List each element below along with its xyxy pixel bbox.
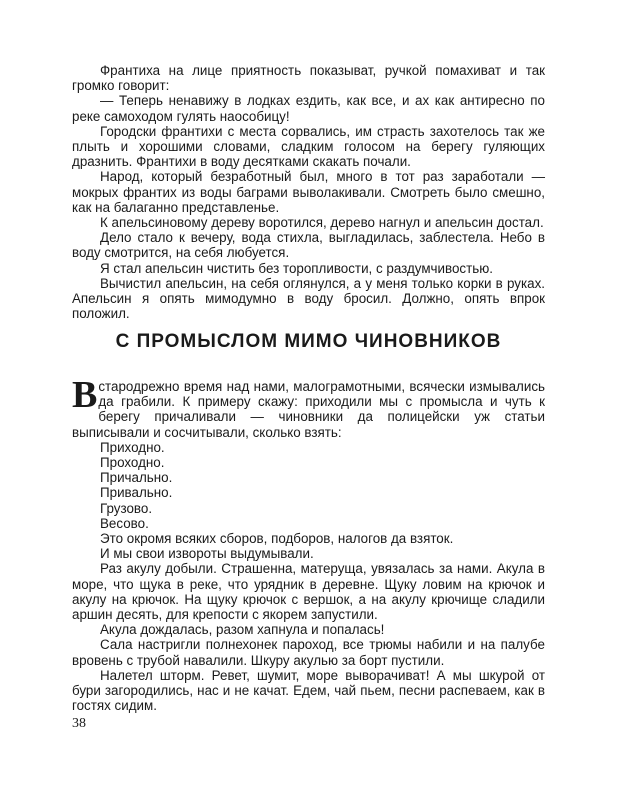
list-item: Весово. [100,515,149,531]
chapter-heading: С ПРОМЫСЛОМ МИМО ЧИНОВНИКОВ [115,331,502,352]
paragraph: Народ, который безработный был, много в тот раз заработали — мокрых франтих из воды баграми выволакивали. Смотреть было смешно, как на балаганно представленье. [72,169,545,215]
text-block-chapter [72,374,545,714]
paragraph: Я стал апельсин чистить без торопливости, с раздумчивостью. [100,260,493,276]
paragraph: Вычистил апельсин, на себя оглянулся, а у меня только корки в руках. Апельсин я опять мимодумно в воду бросил. Должно, опять впрок положил. [72,275,545,322]
list-item: Причально. [100,470,173,486]
paragraph: Акула дождалась, разом хапнула и попалась! [100,622,385,638]
paragraph: И мы свои извороты выдумывали. [100,546,314,562]
paragraph: Сала настригли полнехонек пароход, все трюмы набили и на палубе вровень с трубой навалили. Шкуру акулью за борт пустили. [72,637,545,668]
text-block-top [72,63,545,321]
page-number: 38 [72,716,86,731]
list-item: Привально. [100,485,173,501]
paragraph: Городски франтихи с места сорвались, им страсть захотелось так же плыть и хорошими словами, сладким голосом на берегу гуляющих дразнить. Франтихи в воду десятками скакать почали. [72,123,545,170]
list-item: Приходно. [100,439,165,455]
paragraph: Это окромя всяких сборов, подборов, налогов да взяток. [100,531,454,547]
paragraph: Налетел шторм. Ревет, шумит, море выворачиват! А мы шкурой от бури загородились, нас и не качат. Едем, чай пьем, песни распеваем, как в гостях сидим. [72,667,545,714]
paragraph: Раз акулу добыли. Страшенна, матеруща, увязалась за нами. Акула в море, что щука в реке, что урядник в деревне. Щуку ловим на крючок и акулу на крючок. На щуку крючок с вершок, а на акулу крючище сладили аршин десять, для крепости с якорем запустили. [72,561,545,623]
paragraph: — Теперь ненавижу в лодках ездить, как все, и ах как антиресно по реке самоходом гулять наособицу! [72,93,545,124]
list-item: Проходно. [100,455,165,471]
paragraph: К апельсиновому дереву воротился, дерево нагнул и апельсин достал. [100,215,544,231]
paragraph: Франтиха на лице приятность показыват, ручкой помахиват и так громко говорит: [72,63,545,94]
drop-cap: В [72,374,98,416]
intro-paragraph [72,374,545,440]
paragraph: Дело стало к вечеру, вода стихла, выгладилась, заблестела. Небо в воду смотрится, на себя любуется. [72,230,545,261]
list-item: Грузово. [100,500,153,516]
intro-text: стародрежно время над нами, малограмотными, всячески измывались да грабили. К примеру скажу: приходили мы с промысла и чуть к берегу причаливали — чиновники да полицейски уж статьи выписывали и сосчитывали, сколько взять: [72,379,545,440]
